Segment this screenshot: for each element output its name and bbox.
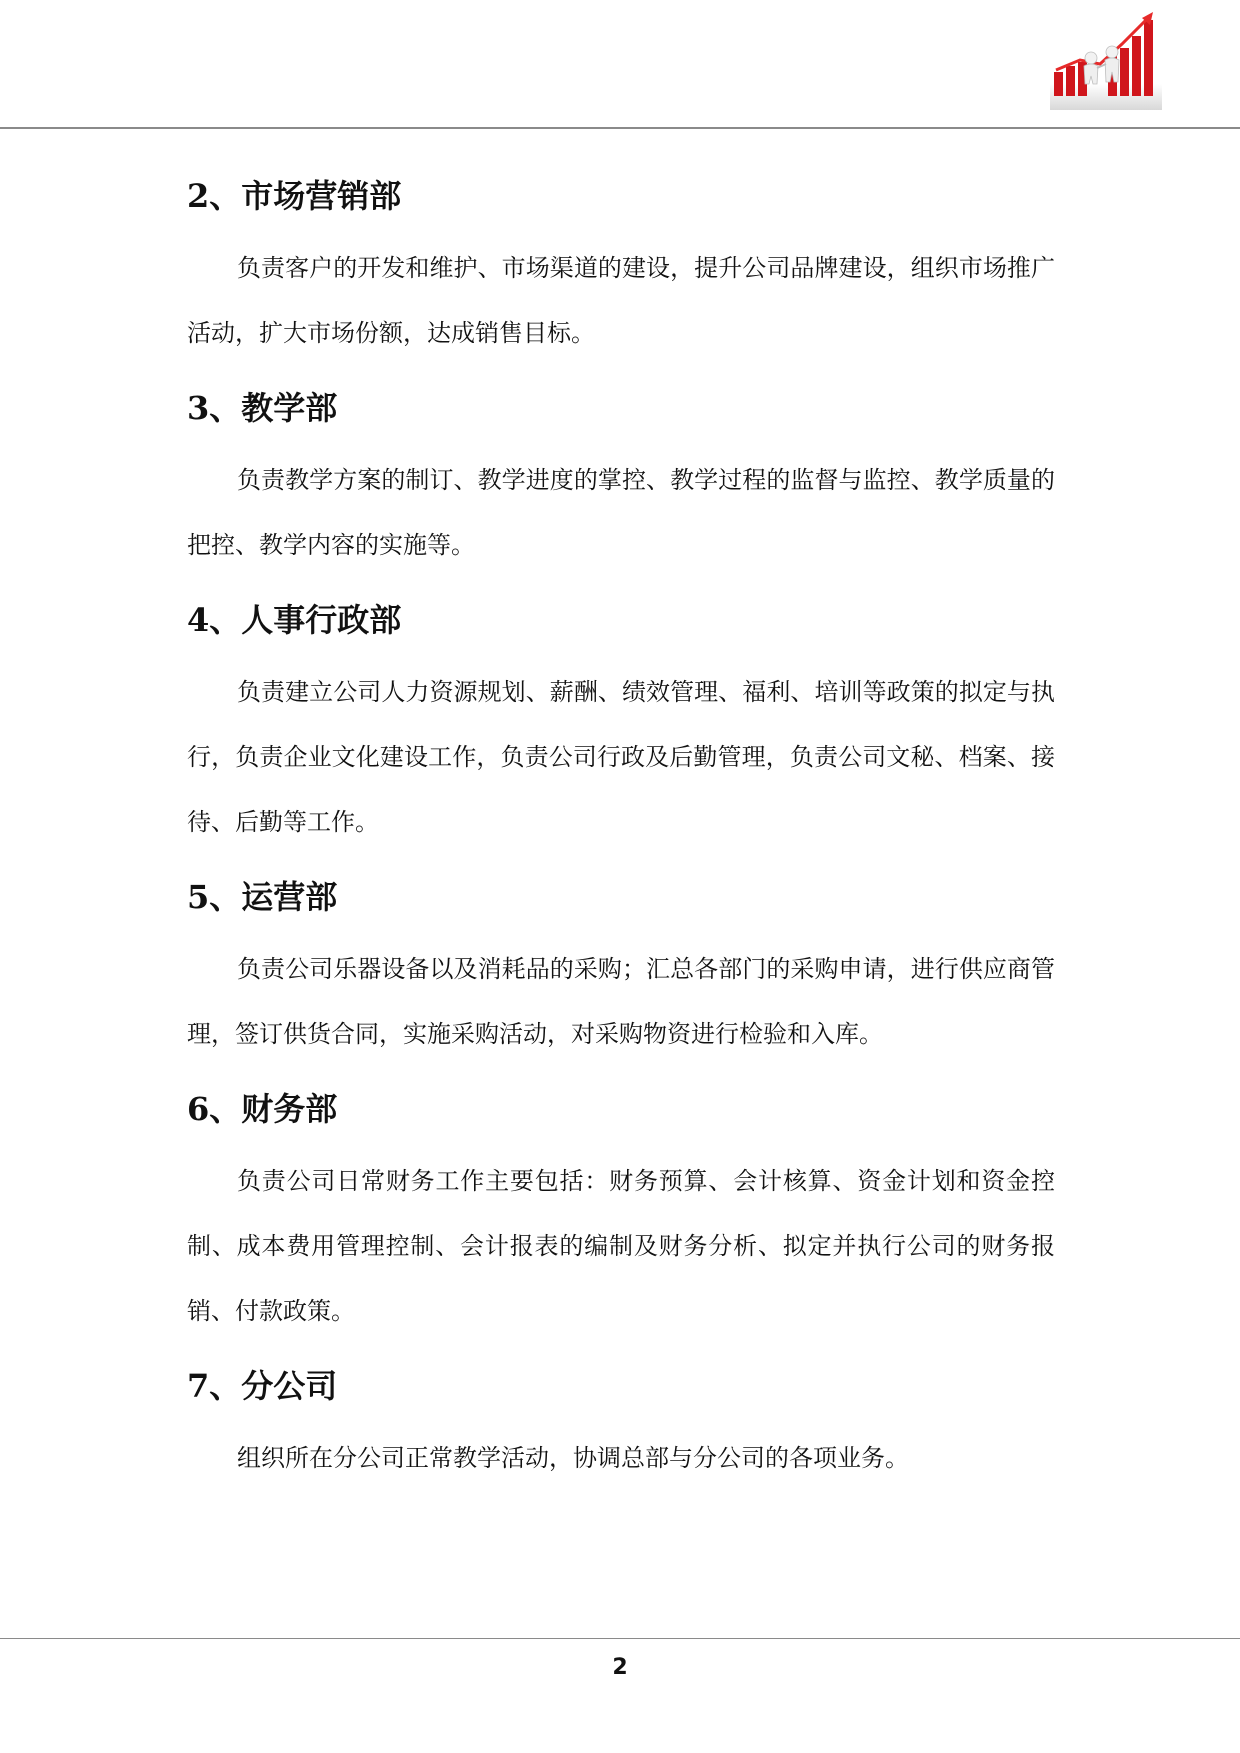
section-heading [187, 869, 1055, 925]
section-paragraph: 负责客户的开发和维护、市场渠道的建设，提升公司品牌建设，组织市场推广活动，扩大市场份额，达成销售目标。 [187, 254, 1055, 347]
section-number: 7、 [187, 1367, 242, 1405]
section-number: 5、 [187, 878, 242, 916]
section-teaching [187, 380, 1055, 578]
company-logo [1050, 12, 1162, 110]
section-branch [187, 1358, 1055, 1491]
section-paragraph: 负责教学方案的制订、教学进度的掌控、教学过程的监督与监控、教学质量的把控、教学内容的实施等。 [187, 466, 1055, 559]
section-heading [187, 1081, 1055, 1137]
section-paragraph: 负责公司乐器设备以及消耗品的采购；汇总各部门的采购申请，进行供应商管理，签订供货合同，实施采购活动，对采购物资进行检验和入库。 [187, 955, 1055, 1048]
section-heading [187, 592, 1055, 648]
section-number: 6、 [187, 1090, 242, 1128]
section-paragraph: 负责公司日常财务工作主要包括：财务预算、会计核算、资金计划和资金控制、成本费用管理控制、会计报表的编制及财务分析、拟定并执行公司的财务报销、付款政策。 [187, 1167, 1055, 1325]
section-title: 市场营销部 [241, 177, 402, 215]
footer-divider [0, 1638, 1240, 1639]
header-divider [0, 127, 1240, 129]
section-title: 运营部 [241, 878, 338, 916]
section-heading [187, 168, 1055, 224]
section-title: 教学部 [241, 389, 338, 427]
page-number: 2 [612, 1655, 628, 1680]
section-title: 分公司 [241, 1367, 338, 1405]
section-number: 4、 [187, 601, 242, 639]
section-paragraph: 组织所在分公司正常教学活动，协调总部与分公司的各项业务。 [237, 1444, 909, 1472]
section-marketing [187, 168, 1055, 366]
section-finance [187, 1081, 1055, 1344]
section-number: 2、 [187, 177, 242, 215]
section-title: 财务部 [241, 1090, 338, 1128]
section-title: 人事行政部 [241, 601, 402, 639]
section-heading [187, 380, 1055, 436]
section-heading [187, 1358, 1055, 1414]
document-body [187, 168, 1055, 1505]
section-paragraph: 负责建立公司人力资源规划、薪酬、绩效管理、福利、培训等政策的拟定与执行，负责企业文化建设工作，负责公司行政及后勤管理，负责公司文秘、档案、接待、后勤等工作。 [187, 678, 1055, 836]
section-hr-admin [187, 592, 1055, 855]
growth-chart-figures-icon [1050, 12, 1162, 110]
section-number: 3、 [187, 389, 242, 427]
section-operations [187, 869, 1055, 1067]
